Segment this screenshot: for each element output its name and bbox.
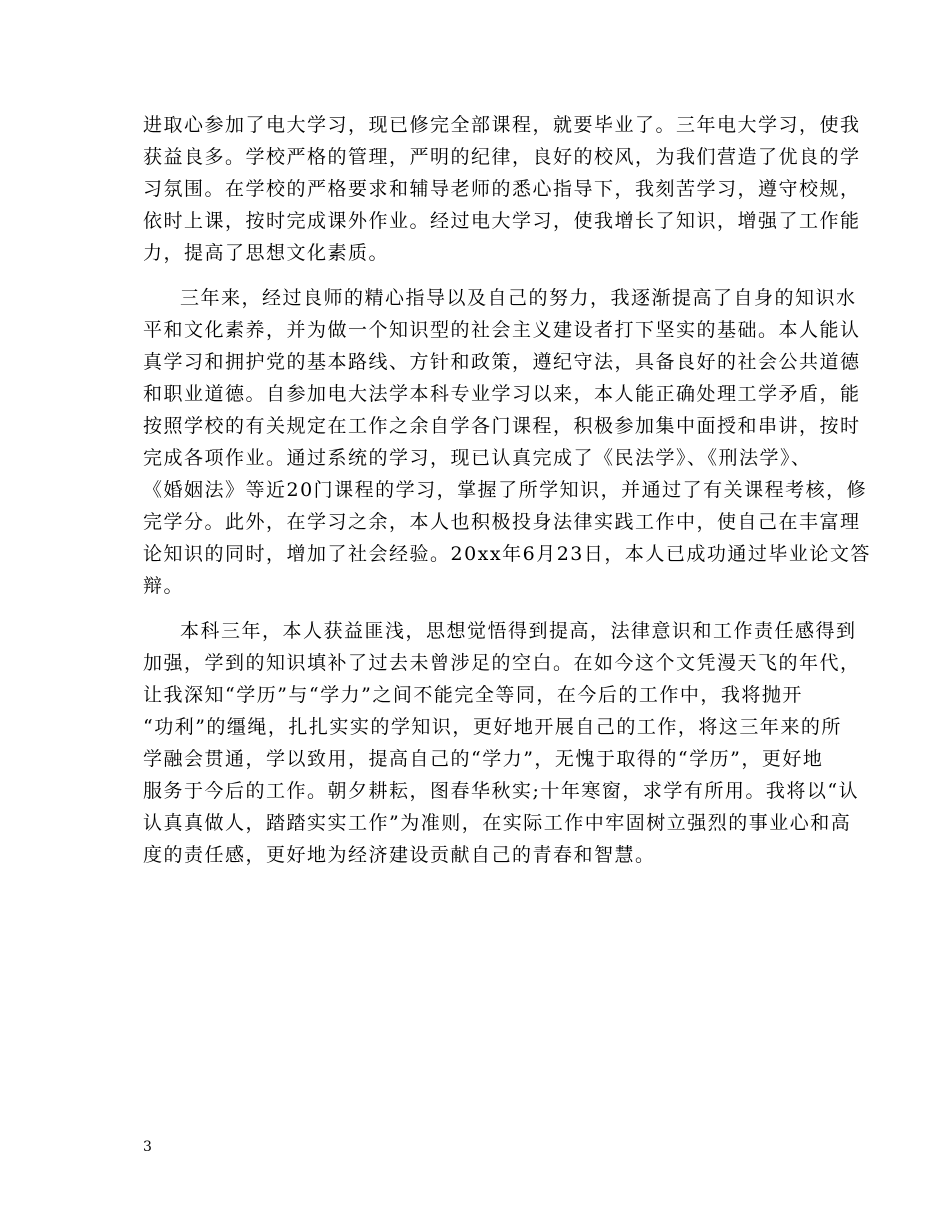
text-line: 和职业道德。自参加电大法学本科专业学习以来，本人能正确处理工学矛盾，能 [143, 383, 861, 405]
text-line: “功利”的缰绳，扎扎实实的学知识，更好地开展自己的工作，将这三年来的所 [143, 716, 842, 738]
text-line: 论知识的同时，增加了社会经验。20xx年6月23日，本人已成功通过毕业论文答 [143, 543, 871, 565]
text-line: 《婚姻法》等近20门课程的学习，掌握了所学知识，并通过了有关课程考核，修 [143, 479, 868, 501]
text-line: 完学分。此外，在学习之余，本人也积极投身法律实践工作中，使自己在丰富理 [143, 511, 861, 533]
text-line: 认真真做人，踏踏实实工作”为准则，在实际工作中牢固树立强烈的事业心和高 [143, 812, 852, 834]
text-line: 度的责任感，更好地为经济建设贡献自己的青春和智慧。 [143, 844, 656, 866]
text-line: 进取心参加了电大学习，现已修完全部课程，就要毕业了。三年电大学习，使我 [143, 114, 861, 136]
text-line: 按照学校的有关规定在工作之余自学各门课程，积极参加集中面授和串讲，按时 [143, 415, 861, 437]
page-number: 3 [143, 1139, 152, 1155]
text-line: 真学习和拥护党的基本路线、方针和政策，遵纪守法，具备良好的社会公共道德 [143, 351, 861, 373]
text-line: 完成各项作业。通过系统的学习，现已认真完成了《民法学》、《刑法学》、 [143, 447, 812, 469]
text-line: 学融会贯通，学以致用，提高自己的“学力”，无愧于取得的“学历”，更好地 [143, 748, 824, 770]
text-line: 依时上课，按时完成课外作业。经过电大学习，使我增长了知识，增强了工作能 [143, 210, 861, 232]
paragraph-first-line: 三年来，经过良师的精心指导以及自己的努力，我逐渐提高了自身的知识水 [180, 287, 857, 309]
text-line: 让我深知“学历”与“学力”之间不能完全等同，在今后的工作中，我将抛开 [143, 684, 803, 706]
text-line: 获益良多。学校严格的管理，严明的纪律，良好的校风，为我们营造了优良的学 [143, 146, 861, 168]
text-line: 加强，学到的知识填补了过去未曾涉足的空白。在如今这个文凭漫天飞的年代， [143, 652, 861, 674]
text-line: 力，提高了思想文化素质。 [143, 242, 390, 264]
text-line: 辩。 [143, 575, 185, 597]
text-line: 平和文化素养，并为做一个知识型的社会主义建设者打下坚实的基础。本人能认 [143, 319, 861, 341]
paragraph-first-line: 本科三年，本人获益匪浅，思想觉悟得到提高，法律意识和工作责任感得到 [180, 620, 857, 642]
text-line: 习氛围。在学校的严格要求和辅导老师的悉心指导下，我刻苦学习，遵守校规， [143, 178, 861, 200]
text-line: 服务于今后的工作。朝夕耕耘，图春华秋实;十年寒窗，求学有所用。我将以“认 [143, 780, 860, 802]
